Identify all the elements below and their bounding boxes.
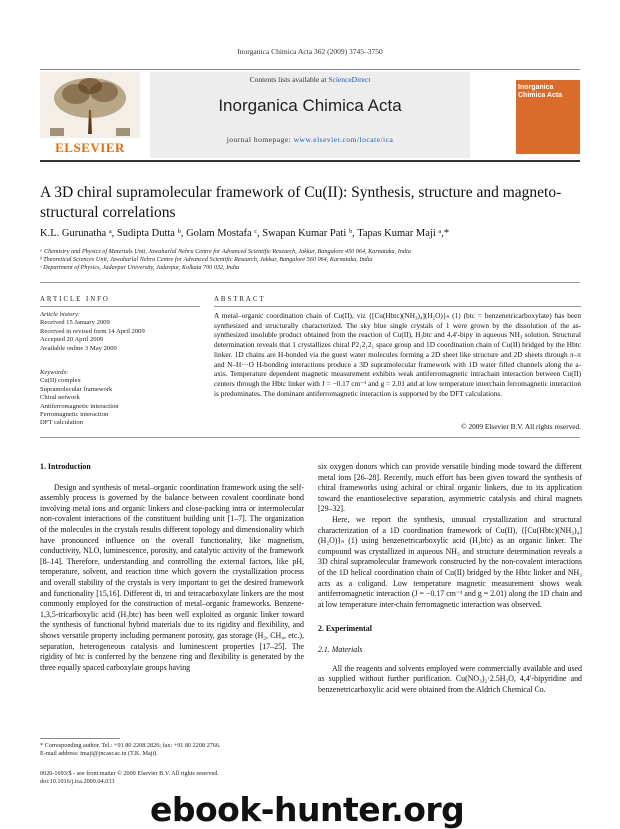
running-header: Inorganica Chimica Acta 362 (2009) 3745–3750	[237, 47, 383, 56]
front-matter-info	[40, 770, 304, 786]
copyright-notice: © 2009 Elsevier B.V. All rights reserved.	[461, 422, 581, 431]
article-info-heading: ARTICLE INFO	[40, 296, 110, 303]
masthead-top-rule	[40, 69, 580, 70]
history-label: Article history:	[40, 311, 81, 318]
article-title: A 3D chiral supramolecular framework of Cu(II): Synthesis, structure and magneto-structural correlations	[40, 184, 562, 221]
materials-paragraph: All the reagents and solvents employed were commercially available and used as supplied without further purification. Cu(NO₃)₂·2.5H₂O, 4,4′-bipyridine and benzenetricarboxylic acid were obtained from the Aldrich Chemical Co.	[318, 663, 582, 694]
affiliation-c: ᶜ Department of Physics, Jadavpur University, Jadavpur, Kolkata 700 032, India	[40, 264, 240, 271]
journal-name: Inorganica Chimica Acta	[218, 96, 402, 115]
keywords-label: Keywords:	[40, 369, 69, 376]
doi-line[interactable]: doi:10.1016/j.ica.2009.04.033	[40, 778, 115, 785]
abstract-bottom-rule	[40, 437, 580, 438]
affiliation-b: ᵇ Theoretical Sciences Unit, Jawaharlal Nehru Centre for Advanced Scientific Research, Jakkur, Bangalore 560 064, Karnataka, India	[40, 256, 373, 263]
keyword: DFT calculation	[40, 419, 83, 427]
abstract-heading: ABSTRACT	[214, 296, 266, 303]
watermark-text: ebook-hunter.org	[150, 790, 465, 829]
publisher-logo-text: ELSEVIER	[55, 140, 125, 155]
contents-prefix: Contents lists available at	[249, 75, 329, 84]
body-column-left	[40, 462, 304, 673]
history-revised: Received in revised form 14 April 2009	[40, 327, 145, 335]
keyword: Chiral network	[40, 394, 80, 402]
keyword: Cu(II) complex	[40, 377, 81, 385]
intro-paragraph-continued: six oxygen donors which can provide versatile binding mode toward the different metal ions [26–28]. Recently, much effort has been given toward the synthesis of chiral frameworks using achiral or chiral organic linkers, due to its application toward the enantioselective separation, asymmetric catalysis and chiral magnets [29–32].	[318, 462, 582, 514]
abstract-text: A metal–organic coordination chain of Cu(II), viz {[Cu(Hbtc)(NH₃)₄](H₂O)}ₙ (1) (btc = benzenetricarboxylate) has been synthesized and structurally characterized. The sky blue single crystals of 1 were grown by the dissolution of the as-synthesized insoluble product obtained from the reaction of Cu(II), H₃btc and 4,4′-bipy in aqueous NH₃ solution. Structural determination reveals that 1 crystallizes chiral P2₁2₁2₁ space group and 1D coordination chain of Cu(II) bridged by the Hbtc linker. 1D chains are H-bonded via the guest water molecules forming a 2D sheet like structure and 2D sheets through π–π and N–H···O H-bonding interactions produce a 3D supramolecular framework with 1D water filled channels along the a-axis. Temperature dependent magnetic measurement exhibits weak antiferromagnetic intrachain interaction between Cu(II) centers through the Hbtc linker with J = −0.17 cm⁻¹ and g = 2.01 and at low temperature interchain ferromagnetic interaction is predominates. The dominant antiferromagnetic interaction is supported by the DFT calculations.	[214, 311, 581, 398]
corresponding-author-footnote	[40, 742, 304, 758]
history-received: Received 15 January 2009	[40, 319, 110, 327]
journal-homepage-line	[150, 135, 470, 144]
affiliation-a: ᵃ Chemistry and Physics of Materials Unit, Jawaharlal Nehru Centre for Advanced Scientific Research, Jakkur, Bangalore 450 064, Karnataka, India	[40, 248, 411, 255]
section-heading-introduction: 1. Introduction	[40, 462, 91, 471]
history-online: Available online 3 May 2009	[40, 344, 117, 352]
intro-paragraph: Design and synthesis of metal–organic coordination framework using the self-assembly process is governed by the balance between covalent coordinate bond involving metal ions and organic linkers and close-packing intra or intermolecular non-covalent interactions of the constituent building unit [1–7]. The organization of the molecules in the crystals results different topology and dimensionality which have pronounced influence on the overall functionality, like magnetism, conductivity, NLO, luminescence, porosity, and catalytic activity of the framework [8–14]. Therefore, understanding and controlling the external factors, like pH, temperature, solvent, and reaction time which govern the crystallization process and overall stability of the crystals is very important to get the desired framework and functionality [15,16]. Different di, tri and tetracarboxylate linkers are the most commonly employed for the construction of metal–organic frameworks. Benzene-1,3,5-tricarboxylic acid (H₃btc) has been well exploited as organic linker toward the synthesis of functional hybrid materials due to its rigidity and flexibility, and shows versatile property including permanent porosity, gas storage (H₂, CH₄, etc.), separation, heterogeneous catalysis and luminescent properties [17–25]. The rigidity of btc is conferred by the benzene ring and flexibility is generated by the three equally spaced carboxylate groups having	[40, 482, 304, 672]
contents-line	[150, 75, 470, 84]
issn-line: 0020-1693/$ - see front matter © 2009 Elsevier B.V. All rights reserved.	[40, 770, 219, 777]
intro-paragraph-2: Here, we report the synthesis, unusual crystallization and structural characterization of a 1D coordination framework of Cu(II), {[Cu(Hbtc)(NH₃)₄](H₂O)}ₙ (1) using benzenetricarboxylic acid (H₃btc) as an organic linker. The compound was crystallized in aqueous NH₃ and structure determination reveals a 3D chiral supramolecular framework constructed by the non-covalent interactions of the 1D helical coordination chain of Cu(II) bridged by the Hbtc linker and NH₃ acts as a coligand. Low temperature magnetic measurement shows weak antiferromagnetic interaction (J = −0.17 cm⁻¹ and g = 2.01) along the 1D chain and at low temperature inter-chain ferromagnetic interaction was observed.	[318, 514, 582, 609]
keywords-block	[40, 369, 200, 428]
author-list: K.L. Gurunatha ᵃ, Sudipta Dutta ᵇ, Golam Mostafa ᶜ, Swapan Kumar Pati ᵇ, Tapas Kumar Maji ᵃ,*	[40, 228, 450, 239]
homepage-link[interactable]: www.elsevier.com/locate/ica	[293, 135, 394, 144]
sciencedirect-link[interactable]: ScienceDirect	[328, 75, 371, 84]
subsection-heading-materials: 2.1. Materials	[318, 644, 363, 654]
keyword: Ferromagnetic interaction	[40, 411, 109, 419]
section-heading-experimental: 2. Experimental	[318, 624, 372, 634]
masthead-bottom-rule	[40, 160, 580, 162]
footnote-rule	[40, 738, 120, 739]
history-accepted: Accepted 20 April 2009	[40, 336, 104, 344]
section-rule	[40, 282, 580, 283]
elsevier-tree-logo-icon	[40, 72, 140, 150]
homepage-prefix: journal homepage:	[226, 135, 294, 144]
keyword: Antiferromagnetic interaction	[40, 402, 119, 410]
journal-cover-title: Inorganica Chimica Acta	[518, 84, 563, 99]
footnote-contact: * Corresponding author. Tel.: +91 80 2208 2826; fax: +91 80 2208 2766.	[40, 742, 221, 749]
body-column-right	[318, 462, 582, 695]
info-rule	[40, 306, 200, 307]
article-history	[40, 311, 200, 353]
footnote-email: E-mail address: tmaji@jncasr.ac.in (T.K. Maji).	[40, 750, 158, 757]
keyword: Supramolecular framework	[40, 385, 113, 393]
abstract-rule	[214, 306, 581, 307]
